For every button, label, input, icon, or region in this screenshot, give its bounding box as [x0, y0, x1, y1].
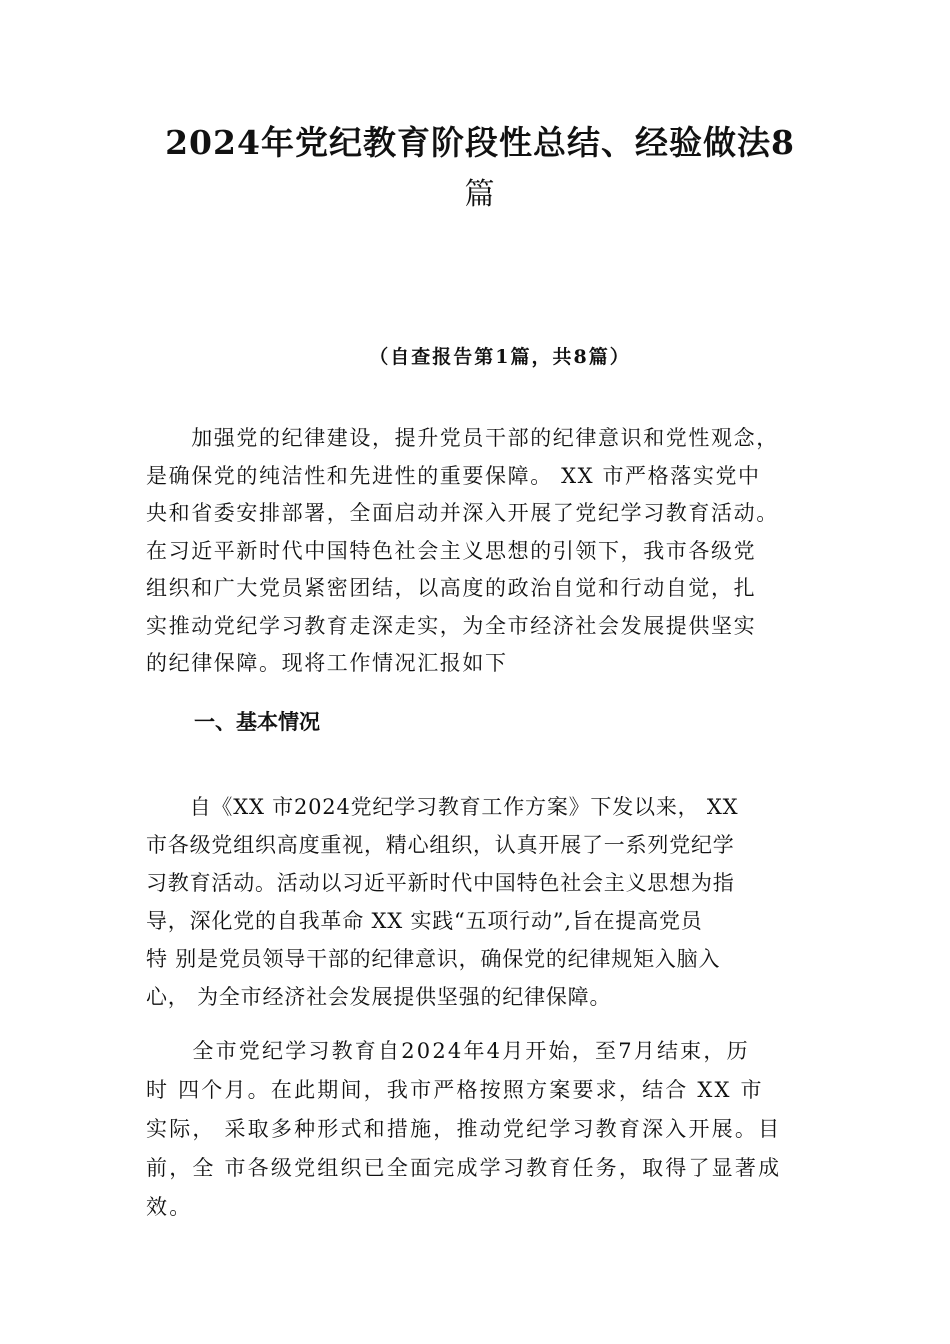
paragraph-timeline [146, 1032, 828, 1227]
paragraph-line: 习教育活动。活动以习近平新时代中国特色社会主义思想为指 [146, 871, 735, 895]
paragraph-line: 的纪律保障。现将工作情况汇报如下 [146, 651, 508, 675]
paragraph-basic-situation [146, 788, 828, 1016]
paragraph-line: 加强党的纪律建设，提升党员干部的纪律意识和党性观念， [146, 426, 779, 450]
paragraph-line: 时 四个月。在此期间，我市严格按照方案要求，结合 XX 市 [146, 1078, 764, 1102]
paragraph-intro [146, 420, 828, 683]
paragraph-line: 前，全 市各级党组织已全面完成学习教育任务，取得了显著成 [146, 1156, 782, 1180]
paragraph-line: 实推动党纪学习教育走深走实，为全市经济社会发展提供坚实 [146, 613, 757, 638]
paragraph-line: 央和省委安排部署，全面启动并深入开展了党纪学习教育活动。 [146, 501, 779, 525]
section-heading-basic-situation: 一、基本情况 [194, 710, 320, 734]
document-subtitle: （自查报告第1篇，共8篇） [369, 346, 631, 368]
document-title-line2: 篇 [464, 177, 496, 212]
paragraph-line: 实际， 采取多种形式和措施，推动党纪学习教育深入开展。目 [146, 1117, 782, 1141]
paragraph-line: 市各级党组织高度重视，精心组织，认真开展了一系列党纪学 [146, 833, 735, 857]
paragraph-line: 全市党纪学习教育自2024年4月开始，至7月结束，历 [146, 1039, 750, 1063]
paragraph-line: 导，深化党的自我革命 XX 实践“五项行动”,旨在提高党员 [146, 909, 703, 933]
paragraph-line: 在习近平新时代中国特色社会主义思想的引领下，我市各级党 [146, 538, 757, 563]
document-title-line1: 2024年党纪教育阶段性总结、经验做法8 [165, 123, 795, 162]
paragraph-line: 心， 为全市经济社会发展提供坚强的纪律保障。 [146, 985, 612, 1009]
paragraph-line: 特 别是党员领导干部的纪律意识，确保党的纪律规矩入脑入 [146, 947, 721, 971]
paragraph-line: 是确保党的纯洁性和先进性的重要保障。 XX 市严格落实党中 [146, 463, 761, 488]
paragraph-line: 自《XX 市2024党纪学习教育工作方案》下发以来， XX [146, 795, 739, 819]
paragraph-line: 组织和广大党员紧密团结，以高度的政治自觉和行动自觉，扎 [146, 576, 757, 600]
paragraph-line: 效。 [146, 1195, 193, 1219]
